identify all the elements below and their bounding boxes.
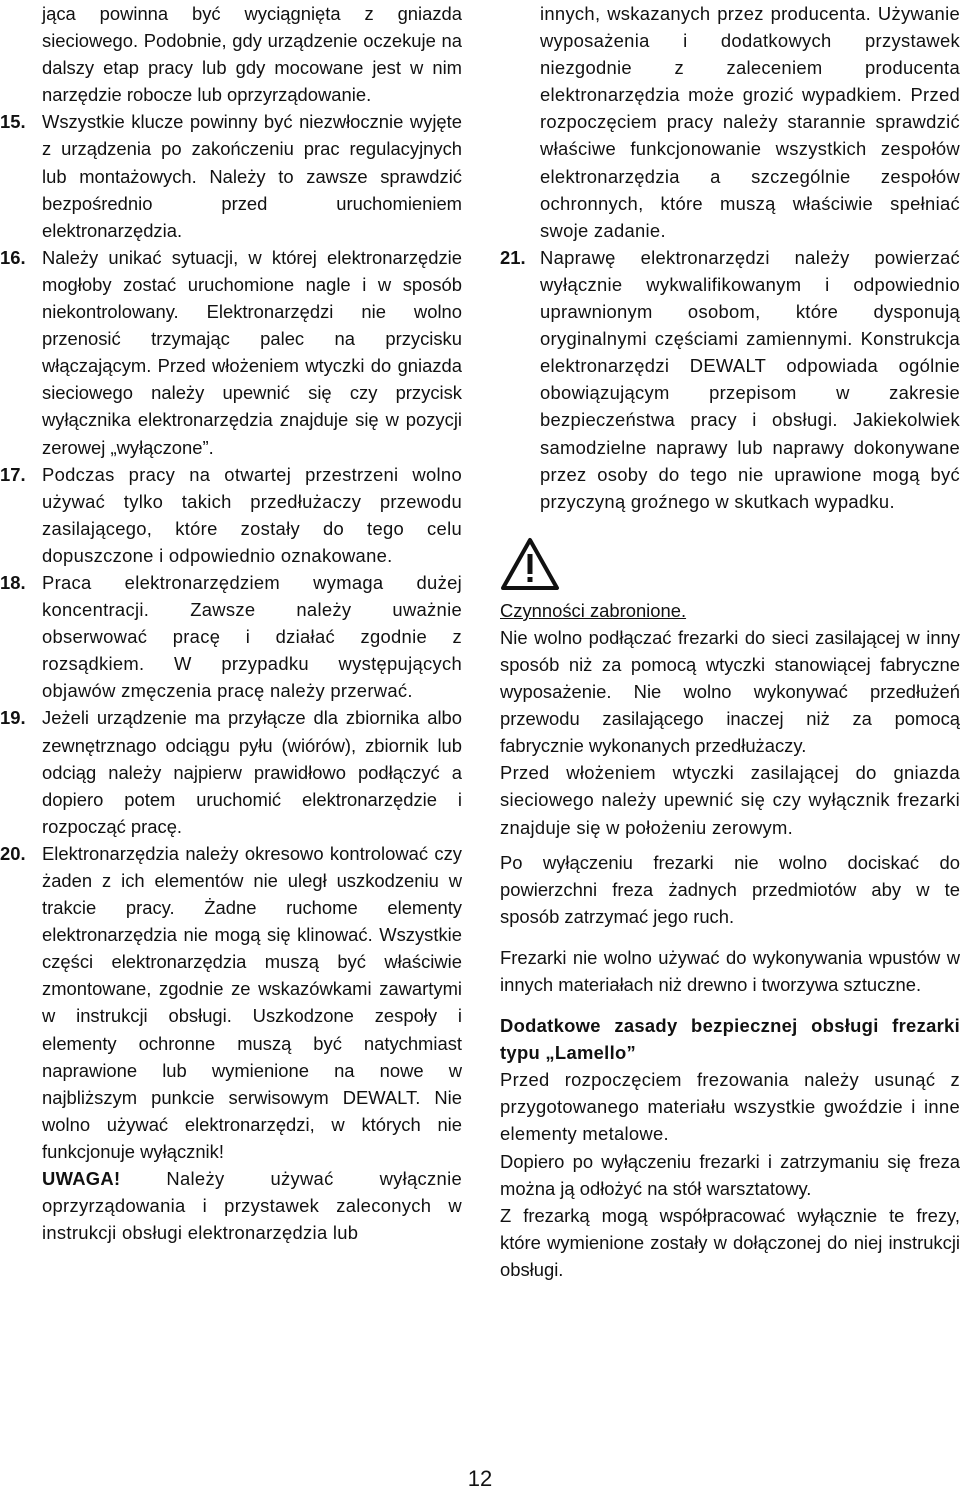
right-intro-paragraph: innych, wskazanych przez producenta. Używanie wyposażenia i dodatkowych przystawek niezgodnie z zaleceniem producenta elektronarzędzia może grozić wypadkiem. Przed rozpoczęciem pracy należy starannie sprawdzić właściwe funkcjonowanie wszystkich zespołów elektronarzędzia a szczególnie zespołów ochronnych, które muszą właściwie spełniać swoje zadanie. — [540, 3, 960, 241]
lamello-paragraph-3: Z frezarką mogą współpracować wyłącznie te frezy, które wymienione zostały w dołączonej do niej instrukcji obsługi. — [500, 1204, 960, 1280]
warning-triangle-icon — [500, 537, 560, 591]
item-text: Należy unikać sytuacji, w której elektronarzędzie mogłoby zostać uruchomione nagle i w sposób niekontrolowany. Elektronarzędzi nie wolno przenosić trzymając palec na przycisku włączającym. Przed włożeniem wtyczki do gniazda sieciowego należy upewnić się czy przycisk wyłącznika elektronarzędzia znajduje się w pozycji zerowej „wyłączone”. — [42, 246, 462, 458]
left-column — [0, 0, 462, 1246]
item-number: 17. — [0, 463, 26, 485]
item-number: 19. — [0, 707, 26, 729]
item-text: Wszystkie klucze powinny być niezwłocznie wyjęte z urządzenia po zakończeniu prac regulacyjnych lub montażowych. Należy to zawsze sprawdzić bezpośrednio przed uruchomieniem elektronarzędzia. — [42, 111, 462, 241]
item-text: Jeżeli urządzenie ma przyłącze dla zbiornika albo zewnętrznago odciągu pyłu (wiórów), zbiornik lub odciąg należy najpierw prawidłowo podłączyć a dopiero potem uruchomić elektronarzędzie i rozpocząć pracę. — [42, 707, 462, 837]
list-item-19 — [0, 704, 462, 839]
page-number: 12 — [467, 1466, 493, 1491]
item-text: Podczas pracy na otwartej przestrzeni wolno używać tylko takich przedłużaczy przewodu zasilającego, które zostały do tego celu dopuszczone i odpowiednio oznakowane. — [42, 463, 462, 566]
lamello-paragraph-1: Przed rozpoczęciem frezowania należy usunąć z przygotowanego materiału wszystkie gwoździe i inne elementy metalowe. — [500, 1069, 960, 1145]
prohibited-heading: Czynności zabronione. — [500, 599, 687, 621]
warning-text: Należy używać wyłącznie oprzyrządowania i przystawek zaleconych w instrukcji obsługi elektronarzędzia lub — [42, 1168, 462, 1244]
prohibited-paragraph-1: Nie wolno podłączać frezarki do sieci zasilającej w inny sposób niż za pomocą wtyczki stanowiącej fabryczne wyposażenie. Nie wolno wykonywać przedłużeń przewodu zasilającego inaczej niż za pomocą fabrycznie wykonanych przedłużaczy. — [500, 626, 960, 757]
warning-label: UWAGA! — [42, 1168, 121, 1190]
item-text: Naprawę elektronarzędzi należy powierzać wyłącznie wykwalifikowanym i odpowiednio uprawnionym osobom, które dysponują oryginalnymi częściami zamiennymi. Konstrukcja elektronarzędzi DEWALT odpowiada ogólnie obowiązującym przepisom w zakresie bezpieczeństwa pracy i obsługi. Jakiekolwiek samodzielne naprawy lub naprawy dokonywane przez osoby do tego nie uprawione mogą być przyczyną groźnego w skutkach wypadku. — [540, 246, 960, 512]
item-number: 18. — [0, 571, 26, 593]
prohibited-paragraph-4: Frezarki nie wolno używać do wykonywania wpustów w innych materiałach niż drewno i tworzywa sztuczne. — [500, 946, 960, 995]
item-text: Praca elektronarzędziem wymaga dużej koncentracji. Zawsze należy uważnie obserwować pracę i działać zgodnie z rozsądkiem. W przypadku występujących objawów zmęczenia pracę należy przerwać. — [42, 571, 462, 702]
prohibited-paragraph-2: Przed włożeniem wtyczki zasilającej do gniazda sieciowego należy upewnić się czy wyłącznik frezarki znajduje się w położeniu zerowym. — [500, 762, 960, 838]
list-item-18 — [0, 569, 462, 704]
right-column — [500, 0, 960, 1283]
item-number: 21. — [500, 246, 526, 268]
lamello-heading: Dodatkowe zasady bezpiecznej obsługi frezarki typu „Lamello” — [500, 1015, 960, 1064]
item-number: 15. — [0, 111, 26, 133]
item-text: Elektronarzędzia należy okresowo kontrolować czy żaden z ich elementów nie uległ uszkodzeniu w trakcie pracy. Żadne ruchome elementy elektronarzędzia nie mogą się klinować. Wszystkie części elektronarzędzia muszą być właściwie zmontowane, zgodnie ze wskazówkami zawartymi w instrukcji obsługi. Uszkodzone zespoły i elementy ochronne muszą być natychmiast naprawione lub wymienione na nowe w najbliższym punkcie serwisowym DEWALT. Nie wolno używać elektronarzędzi, w których nie funkcjonuje wyłącznik! — [42, 842, 462, 1162]
list-item-16 — [0, 244, 462, 461]
warning-paragraph — [0, 1165, 462, 1246]
list-item-17 — [0, 461, 462, 569]
item-number: 20. — [0, 842, 26, 864]
left-intro-paragraph: jąca powinna być wyciągnięta z gniazda sieciowego. Podobnie, gdy urządzenie oczekuje na dalszy etap pracy lub gdy mocowane jest w nim narzędzie robocze lub oprzyrządowanie. — [42, 3, 462, 106]
lamello-paragraph-2: Dopiero po wyłączeniu frezarki i zatrzymaniu się freza można ją odłożyć na stół warsztatowy. — [500, 1150, 960, 1199]
list-item-20 — [0, 840, 462, 1165]
item-number: 16. — [0, 246, 26, 268]
list-item-15 — [0, 108, 462, 243]
list-item-21 — [500, 244, 960, 515]
prohibited-paragraph-3: Po wyłączeniu frezarki nie wolno dociskać do powierzchni freza żadnych przedmiotów aby w te sposób zatrzymać jego ruch. — [500, 851, 960, 927]
